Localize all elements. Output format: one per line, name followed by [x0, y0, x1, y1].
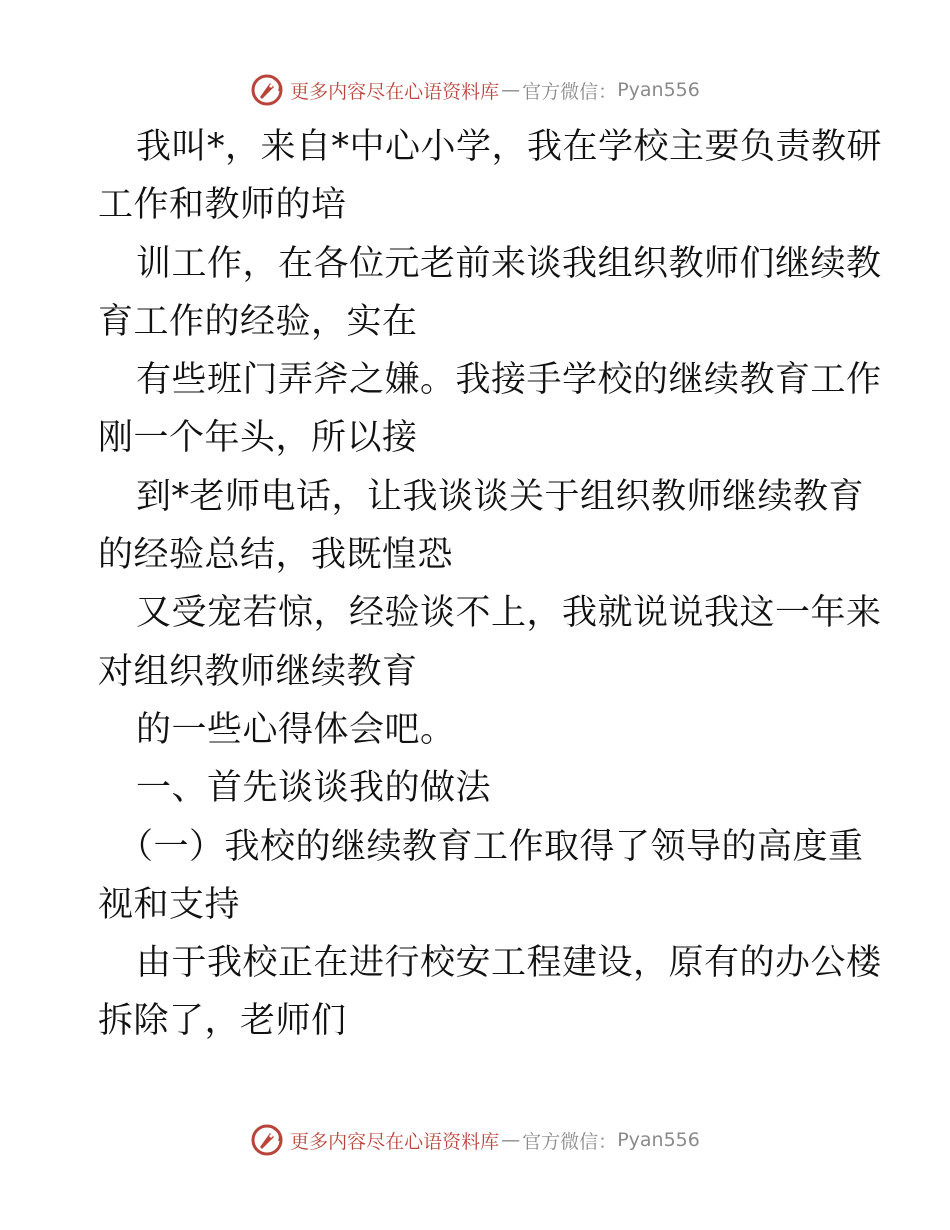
- document-body: [98, 118, 883, 1051]
- text-line: 育工作的经验，实在: [98, 301, 418, 342]
- watermark-dash: —: [501, 79, 521, 101]
- text-line: 拆除了，老师们: [98, 1001, 347, 1042]
- text-line: 又受宠若惊，经验谈不上，我就说说我这一年来: [136, 593, 882, 634]
- header-watermark: [0, 70, 950, 110]
- watermark-dash: —: [501, 1129, 521, 1151]
- watermark-contact-id: Pyan556: [617, 79, 700, 101]
- watermark-contact-label: 官方微信：: [522, 1130, 618, 1153]
- watermark-contact-id: Pyan556: [617, 1129, 700, 1151]
- text-line: 训工作，在各位元老前来谈我组织教师们继续教: [136, 243, 882, 284]
- subsection-heading-continued: 视和支持: [98, 884, 241, 925]
- pen-nib-circle-icon: [250, 1123, 284, 1157]
- subsection-heading: （一）我校的继续教育工作取得了领导的高度重: [118, 826, 864, 867]
- text-line: 由于我校正在进行校安工程建设，原有的办公楼: [136, 943, 882, 984]
- watermark-text: 更多内容尽在心语资料库: [290, 1130, 500, 1153]
- watermark-text: 更多内容尽在心语资料库: [290, 80, 500, 103]
- pen-nib-circle-icon: [250, 73, 284, 107]
- text-line: 的经验总结，我既惶恐: [98, 535, 454, 576]
- text-line: 我叫*，来自*中心小学，我在学校主要负责教研: [136, 127, 883, 167]
- text-line: 对组织教师继续教育: [98, 651, 418, 692]
- section-heading: 一、首先谈谈我的做法: [136, 768, 492, 809]
- footer-watermark: [0, 1120, 950, 1160]
- text-line: 工作和教师的培: [98, 185, 347, 226]
- text-line: 到*老师电话，让我谈谈关于组织教师继续教育: [136, 476, 865, 517]
- text-line: 有些班门弄斧之嫌。我接手学校的继续教育工作: [136, 360, 882, 401]
- watermark-contact-label: 官方微信：: [522, 80, 618, 103]
- text-line: 的一些心得体会吧。: [136, 709, 456, 750]
- text-line: 刚一个年头，所以接: [98, 418, 418, 459]
